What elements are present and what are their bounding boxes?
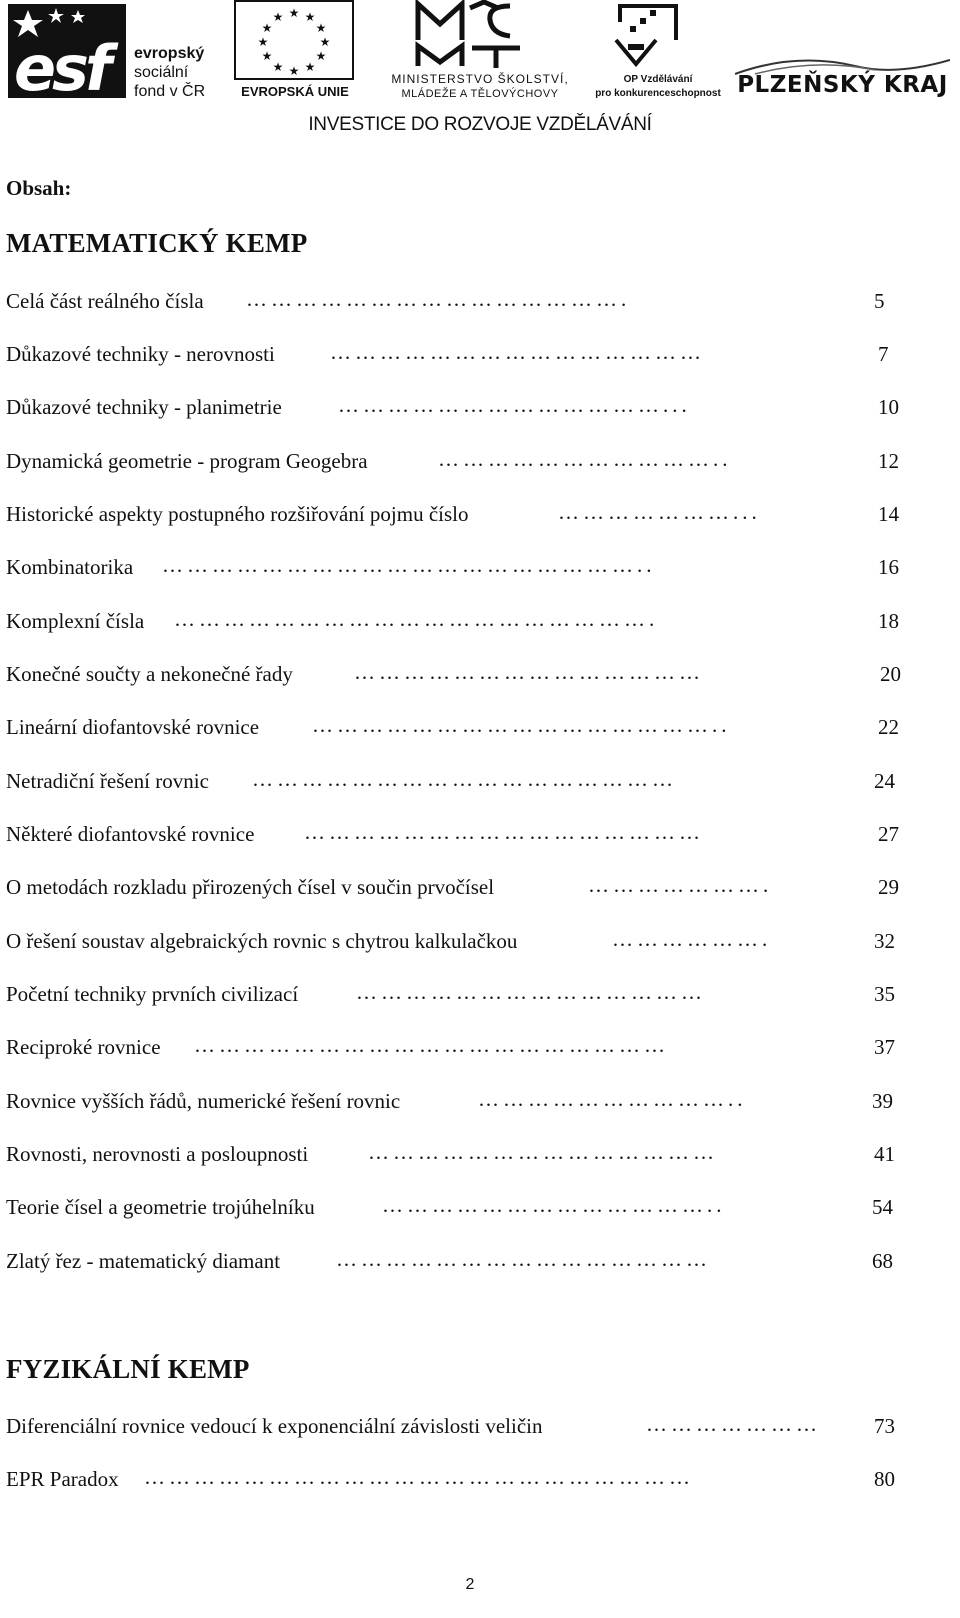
toc-entry-leader: …………………………………………………. bbox=[174, 607, 659, 631]
toc-entry-leader: ………………………………………….. bbox=[312, 713, 731, 737]
toc-entry[interactable] bbox=[6, 1032, 906, 1062]
toc-entry-title: Dynamická geometrie - program Geogebra bbox=[6, 449, 368, 473]
toc-entry-leader: ………………………………….. bbox=[382, 1193, 726, 1217]
toc-entry-leader: …………………………………… bbox=[368, 1140, 718, 1164]
toc-entry[interactable] bbox=[6, 872, 906, 902]
eu-flag-icon bbox=[234, 0, 354, 80]
svg-text:★: ★ bbox=[319, 35, 331, 49]
esf-caption bbox=[134, 44, 205, 101]
op-line2: pro konkurenceschopnost bbox=[595, 88, 721, 99]
esf-wordmark: esf bbox=[14, 32, 108, 105]
toc-entry-title: Zlatý řez - matematický diamant bbox=[6, 1249, 281, 1273]
toc-entry-title: Některé diofantovské rovnice bbox=[6, 822, 255, 846]
toc-entry-leader: …………………. bbox=[588, 873, 773, 897]
toc-entry-page: 35 bbox=[874, 982, 895, 1006]
toc-entry-page: 68 bbox=[872, 1249, 893, 1273]
toc-entry-page: 32 bbox=[874, 929, 895, 953]
toc-entry[interactable] bbox=[6, 1086, 906, 1116]
eu-logo bbox=[230, 0, 360, 104]
toc-entry-title: Kombinatorika bbox=[6, 555, 134, 579]
toc-entry[interactable] bbox=[6, 339, 906, 369]
toc-entry-leader: …………………………………… bbox=[354, 660, 704, 684]
toc-entry-page: 18 bbox=[878, 609, 899, 633]
esf-line: sociální bbox=[134, 64, 189, 81]
investice-tagline: INVESTICE DO ROZVOJE VZDĚLÁVÁNÍ bbox=[308, 114, 652, 135]
toc-entry[interactable] bbox=[6, 712, 906, 742]
toc-entry[interactable] bbox=[6, 1464, 906, 1494]
toc-entry[interactable] bbox=[6, 926, 906, 956]
toc-entry[interactable] bbox=[6, 659, 906, 689]
esf-line: fond v ČR bbox=[134, 83, 206, 100]
toc-entry-title: Historické aspekty postupného rozšiřování pojmu číslo bbox=[6, 502, 469, 526]
toc-entry-title: Důkazové techniky - planimetrie bbox=[6, 395, 282, 419]
svg-text:★: ★ bbox=[261, 49, 273, 63]
toc-entry[interactable] bbox=[6, 819, 906, 849]
op-logo bbox=[588, 0, 728, 104]
toc-entry[interactable] bbox=[6, 1411, 906, 1441]
toc-entry-page: 73 bbox=[874, 1414, 895, 1438]
toc-entry-title: Komplexní čísla bbox=[6, 609, 145, 633]
page-number: 2 bbox=[465, 1576, 475, 1593]
toc-entry-title: Rovnice vyšších řádů, numerické řešení rovnic bbox=[6, 1089, 401, 1113]
toc-entry-page: 37 bbox=[874, 1035, 895, 1059]
toc-entry-title: EPR Paradox bbox=[6, 1467, 119, 1491]
toc-entry-leader: …………………………….. bbox=[438, 447, 732, 471]
toc-entry-page: 16 bbox=[878, 555, 899, 579]
toc-entry-leader: ………………… bbox=[646, 1412, 821, 1436]
toc-entry-title: Netradiční řešení rovnic bbox=[6, 769, 209, 793]
toc-entry[interactable] bbox=[6, 1139, 906, 1169]
plzensky-kraj-logo bbox=[735, 56, 950, 106]
plzensky-kraj-wordmark: PLZEŇSKÝ KRAJ bbox=[737, 72, 948, 98]
svg-text:★: ★ bbox=[304, 60, 316, 74]
toc-entry-title: O řešení soustav algebraických rovnic s chytrou kalkulačkou bbox=[6, 929, 518, 953]
toc-entry-leader: ………………………………………………….. bbox=[162, 553, 656, 577]
section-title-matematicky: MATEMATICKÝ KEMP bbox=[6, 228, 308, 258]
svg-text:★: ★ bbox=[304, 10, 316, 24]
toc-entry-title: Reciproké rovnice bbox=[6, 1035, 161, 1059]
toc-entry-page: 27 bbox=[878, 822, 899, 846]
toc-entry-page: 22 bbox=[878, 715, 899, 739]
toc-entry-page: 80 bbox=[874, 1467, 895, 1491]
msmt-line1: MINISTERSTVO ŠKOLSTVÍ, bbox=[391, 72, 569, 86]
section-title-fyzikalni: FYZIKÁLNÍ KEMP bbox=[6, 1354, 250, 1384]
toc-entry-title: Důkazové techniky - nerovnosti bbox=[6, 342, 275, 366]
toc-entry[interactable] bbox=[6, 1192, 906, 1222]
toc-entry[interactable] bbox=[6, 286, 906, 316]
svg-text:★: ★ bbox=[261, 21, 273, 35]
esf-logo-block bbox=[8, 4, 126, 105]
esf-line: evropský bbox=[134, 45, 205, 62]
toc-entry-page: 29 bbox=[878, 875, 899, 899]
svg-text:★: ★ bbox=[315, 21, 327, 35]
eu-label: EVROPSKÁ UNIE bbox=[241, 84, 349, 99]
toc-entry-leader: …………………………………... bbox=[338, 393, 691, 417]
toc-entry-title: Celá část reálného čísla bbox=[6, 289, 204, 313]
toc-entry-title: Konečné součty a nekonečné řady bbox=[6, 662, 293, 686]
op-mark-icon bbox=[606, 0, 696, 72]
svg-text:★: ★ bbox=[272, 10, 284, 24]
op-line1: OP Vzdělávání bbox=[623, 74, 693, 85]
toc-entry-leader: …………………... bbox=[558, 500, 761, 524]
toc-entry-page: 41 bbox=[874, 1142, 895, 1166]
toc-entry-leader: ……………………………………… bbox=[330, 340, 705, 364]
toc-entry-leader: ………………………………………………………… bbox=[144, 1465, 694, 1489]
toc-entry[interactable] bbox=[6, 552, 906, 582]
toc-entry-page: 20 bbox=[880, 662, 901, 686]
toc-entry-title: Diferenciální rovnice vedoucí k exponenciální závislosti veličin bbox=[6, 1414, 543, 1438]
contents-heading: Obsah: bbox=[6, 176, 72, 200]
msmt-line2: MLÁDEŽE A TĚLOVÝCHOVY bbox=[401, 88, 559, 100]
toc-entry-page: 10 bbox=[878, 395, 899, 419]
toc-entry-leader: ………………………….. bbox=[478, 1087, 747, 1111]
toc-entry-leader: ………………. bbox=[612, 927, 772, 951]
toc-entry-title: O metodách rozkladu přirozených čísel v součin prvočísel bbox=[6, 875, 495, 899]
toc-entry-page: 39 bbox=[872, 1089, 893, 1113]
logo-header bbox=[0, 0, 960, 150]
toc-entry-page: 5 bbox=[874, 289, 885, 313]
toc-entry-leader: …………………………………… bbox=[356, 980, 706, 1004]
toc-entry-leader: ………………………………………… bbox=[304, 820, 704, 844]
toc-entry[interactable] bbox=[6, 446, 906, 476]
toc-entry-leader: ………………………………………………… bbox=[194, 1033, 669, 1057]
msmt-mark-icon bbox=[410, 0, 530, 70]
toc-entry-title: Teorie čísel a geometrie trojúhelníku bbox=[6, 1195, 315, 1219]
svg-text:★: ★ bbox=[315, 49, 327, 63]
toc-entry[interactable] bbox=[6, 606, 906, 636]
toc-entry[interactable] bbox=[6, 499, 906, 529]
toc-entry-page: 24 bbox=[874, 769, 895, 793]
svg-text:★: ★ bbox=[288, 6, 300, 20]
toc-entry-page: 54 bbox=[872, 1195, 893, 1219]
toc-entry-leader: …………………………………………… bbox=[252, 767, 677, 791]
svg-text:★: ★ bbox=[288, 64, 300, 78]
toc-entry-page: 14 bbox=[878, 502, 899, 526]
toc-entry-title: Lineární diofantovské rovnice bbox=[6, 715, 260, 739]
toc-entry[interactable] bbox=[6, 979, 906, 1009]
toc-entry[interactable] bbox=[6, 392, 906, 422]
toc-entry[interactable] bbox=[6, 766, 906, 796]
toc-entry-title: Početní techniky prvních civilizací bbox=[6, 982, 299, 1006]
toc-entry-leader: ………………………………………. bbox=[246, 287, 631, 311]
toc-entry-page: 12 bbox=[878, 449, 899, 473]
msmt-logo bbox=[370, 0, 590, 104]
toc-entry-leader: ……………………………………… bbox=[336, 1247, 711, 1271]
toc-entry-title: Rovnosti, nerovnosti a posloupnosti bbox=[6, 1142, 309, 1166]
svg-text:★: ★ bbox=[257, 35, 269, 49]
toc-entry[interactable] bbox=[6, 1246, 906, 1276]
svg-text:★: ★ bbox=[272, 60, 284, 74]
esf-logo bbox=[8, 4, 218, 104]
toc-entry-page: 7 bbox=[878, 342, 889, 366]
